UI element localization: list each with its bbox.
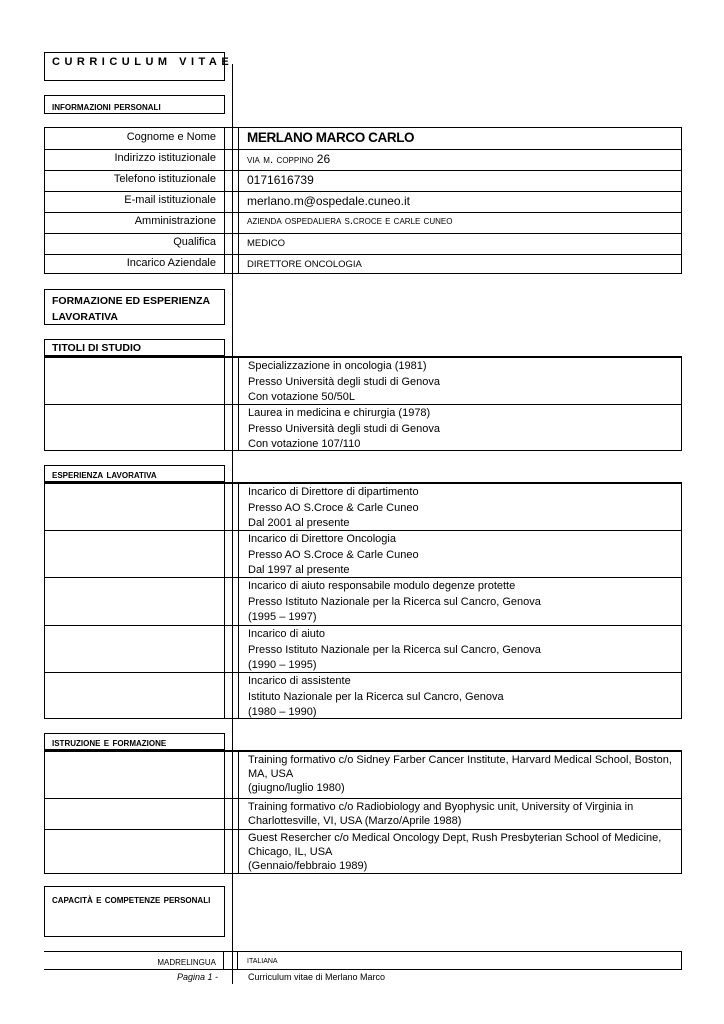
table-row — [45, 530, 681, 577]
info-value-email[interactable]: merlano.m@ospedale.cuneo.it — [247, 194, 410, 208]
table-row — [45, 483, 681, 530]
table-row — [45, 798, 681, 829]
experience-line: Incarico di assistente — [248, 675, 351, 687]
experience-line: Presso AO S.Croce & Carle Cuneo — [248, 501, 419, 514]
table-row — [45, 357, 681, 404]
experience-line: Istituto Nazionale per la Ricerca sul Cancro, Genova — [248, 690, 504, 703]
personal-info-table — [44, 127, 682, 274]
info-value-name: MERLANO MARCO CARLO — [247, 130, 415, 145]
education-line: (giugno/luglio 1980) — [248, 782, 345, 794]
info-row — [45, 170, 681, 192]
experience-line: (1995 – 1997) — [248, 611, 317, 623]
info-label: Telefono istituzionale — [113, 173, 216, 185]
experience-table — [44, 482, 682, 719]
section-training-title: FORMAZIONE ED ESPERIENZA LAVORATIVA — [52, 295, 210, 323]
study-entry — [248, 359, 673, 406]
info-value-qualification: MEDICO — [247, 238, 285, 249]
experience-line: Dal 1997 al presente — [248, 564, 350, 576]
section-education-title: istruzione e formazione — [52, 735, 167, 749]
info-label: Cognome e Nome — [126, 131, 216, 143]
section-personal-info-title — [52, 99, 161, 113]
cv-title: CURRICULUM VITAE — [52, 56, 234, 68]
experience-line: Dal 2001 al presente — [248, 517, 350, 529]
info-value-role: DIRETTORE ONCOLOGIA — [247, 259, 362, 270]
info-label: Amministrazione — [134, 215, 216, 227]
section-studies-title: TITOLI DI STUDIO — [52, 342, 142, 354]
experience-line: Presso AO S.Croce & Carle Cuneo — [248, 548, 419, 561]
info-row — [45, 128, 681, 150]
info-row — [45, 149, 681, 171]
study-line: Specializzazione in oncologia (1981) — [248, 360, 427, 372]
experience-entry — [248, 485, 673, 532]
study-line: Con votazione 107/110 — [248, 438, 361, 450]
experience-line: Incarico di Direttore Oncologia — [248, 533, 396, 545]
studies-table — [44, 356, 682, 451]
table-row — [45, 751, 681, 798]
info-label: E-mail istituzionale — [124, 194, 216, 206]
info-row — [45, 233, 681, 255]
study-line: Presso Università degli studi di Genova — [248, 375, 440, 388]
language-label: madrelingua — [157, 954, 216, 968]
section-education — [44, 733, 225, 750]
section-training — [44, 289, 225, 325]
info-row — [45, 191, 681, 213]
education-line: (Gennaio/febbraio 1989) — [248, 860, 368, 872]
experience-line: Presso Istituto Nazionale per la Ricerca sul Cancro, Genova — [248, 643, 541, 656]
experience-line: Incarico di aiuto — [248, 628, 326, 640]
education-line: Training formativo c/o Sidney Farber Cancer Institute, Harvard Medical School, Boston, MA, USA — [248, 754, 672, 780]
info-row — [45, 254, 681, 274]
info-label: Indirizzo istituzionale — [114, 152, 216, 164]
experience-line: (1980 – 1990) — [248, 706, 317, 718]
section-skills-title: capacità e competenze personali — [52, 892, 211, 906]
experience-line: Incarico di aiuto responsabile modulo degenze protette — [248, 580, 516, 592]
experience-entry — [248, 627, 673, 674]
study-line: Laurea in medicina e chirurgia (1978) — [248, 407, 431, 419]
section-studies — [44, 339, 225, 356]
info-value-phone: 0171616739 — [247, 173, 314, 187]
footer-caption: Curriculum vitae di Merlano Marco — [248, 972, 386, 982]
column-divider — [237, 952, 238, 969]
section-skills — [44, 886, 225, 937]
language-value: italiana — [247, 955, 278, 966]
section-personal-info-text: informazioni personali — [52, 99, 161, 113]
info-value-address: via m. coppino 26 — [247, 152, 331, 166]
section-personal-info — [44, 95, 225, 114]
experience-entry — [248, 532, 673, 579]
experience-line: Incarico di Direttore di dipartimento — [248, 486, 419, 498]
table-row — [45, 625, 681, 672]
study-entry — [248, 406, 673, 453]
info-label: Incarico Aziendale — [126, 257, 216, 269]
column-divider — [223, 952, 224, 969]
study-line: Presso Università degli studi di Genova — [248, 422, 440, 435]
table-row — [45, 672, 681, 719]
section-experience — [44, 465, 225, 482]
table-row — [45, 829, 681, 874]
language-table — [44, 951, 682, 970]
experience-entry — [248, 674, 673, 721]
cv-title-box — [44, 52, 234, 81]
info-label: Qualifica — [173, 236, 216, 248]
section-experience-title: esperienza lavorativa — [52, 467, 157, 481]
education-line: Guest Resercher c/o Medical Oncology Dept, Rush Presbyterian School of Medicine, Chicago, IL, USA — [248, 832, 662, 858]
experience-line: (1990 – 1995) — [248, 659, 317, 671]
table-row — [45, 404, 681, 451]
education-entry — [248, 800, 673, 828]
study-line: Con votazione 50/50L — [248, 391, 356, 403]
experience-line: Presso Istituto Nazionale per la Ricerca sul Cancro, Genova — [248, 595, 541, 608]
table-row — [45, 577, 681, 625]
education-entry — [248, 753, 673, 795]
info-value-administration: azienda ospedaliera s.croce e carle cuneo — [247, 215, 453, 227]
education-line: Training formativo c/o Radiobiology and Byophysic unit, University of Virginia in Charlottesville, VI, USA (Marzo/Aprile 1988) — [248, 801, 634, 827]
footer-page-number: Pagina 1 - — [176, 972, 218, 982]
experience-entry — [248, 579, 673, 626]
education-entry — [248, 831, 673, 873]
education-table — [44, 750, 682, 874]
info-row — [45, 212, 681, 234]
